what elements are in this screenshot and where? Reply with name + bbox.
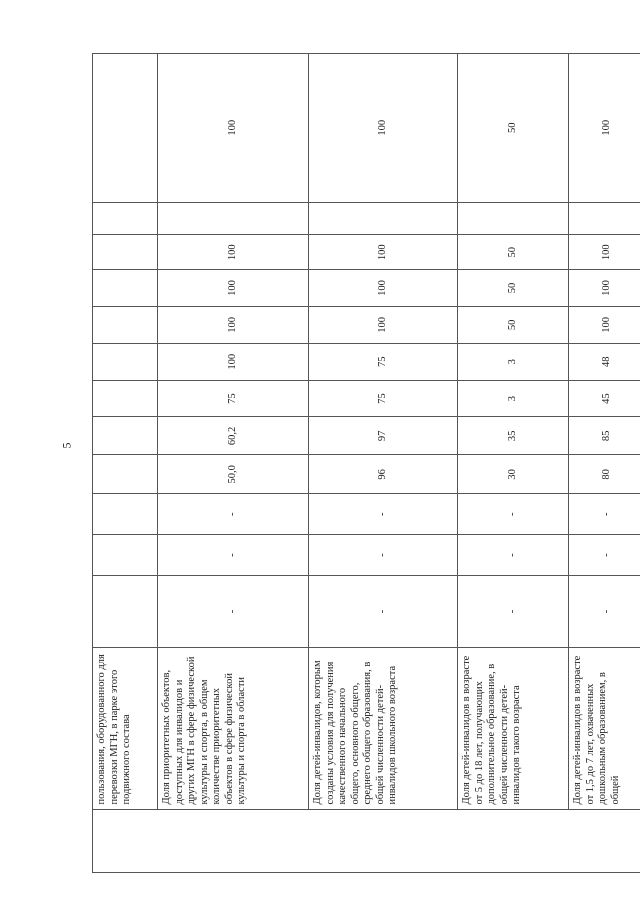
value-cell	[569, 202, 640, 235]
value-cell	[93, 455, 158, 494]
value-cell	[93, 417, 158, 455]
value-cell: 100	[569, 235, 640, 270]
value-cell	[93, 494, 158, 535]
value-cell: -	[569, 576, 640, 648]
value-cell: 60,2	[158, 417, 309, 455]
table-row	[309, 54, 458, 873]
value-cell: 100	[569, 306, 640, 343]
value-cell	[93, 535, 158, 576]
value-cell: 35	[458, 417, 569, 455]
value-cell: 85	[569, 417, 640, 455]
value-cell: 100	[158, 270, 309, 307]
table-row	[569, 54, 640, 873]
value-cell: 100	[309, 54, 458, 203]
value-cell	[93, 54, 158, 203]
value-cell	[93, 306, 158, 343]
value-cell: 100	[309, 306, 458, 343]
value-cell	[309, 202, 458, 235]
value-cell: 75	[309, 343, 458, 380]
indicator-cell: Доля детей-инвалидов в возрасте от 5 до 18 лет, получающих дополнительное образование, в общей численности детей-инвалидов такого возраста	[458, 647, 569, 809]
value-cell: 75	[309, 380, 458, 417]
value-cell: 100	[569, 54, 640, 203]
value-cell: -	[158, 535, 309, 576]
value-cell: -	[309, 535, 458, 576]
indicator-cell: Доля детей-инвалидов, которым созданы условия для получения качественного начального общего, основного общего, среднего общего образования, в общей численности детей-инвалидов школьного возраста	[309, 647, 458, 809]
value-cell	[93, 380, 158, 417]
value-cell: -	[158, 494, 309, 535]
indicator-cell: Доля приоритетных объектов, доступных для инвалидов и других МГН в сфере физической культуры и спорта, в общем количестве приоритетных объектов в сфере физической культуры и спорта в области	[158, 647, 309, 809]
value-cell: 50,0	[158, 455, 309, 494]
table-row	[158, 54, 309, 873]
value-cell: 97	[309, 417, 458, 455]
value-cell: -	[309, 494, 458, 535]
number-cell	[93, 809, 640, 872]
value-cell: 100	[158, 54, 309, 203]
table-row	[458, 54, 569, 873]
indicator-cell: Доля детей-инвалидов в возрасте от 1,5 до 7 лет, охваченных дошкольным образованием, в общей	[569, 647, 640, 809]
value-cell: -	[569, 535, 640, 576]
value-cell: -	[309, 576, 458, 648]
value-cell: -	[569, 494, 640, 535]
value-cell: -	[158, 576, 309, 648]
value-cell	[458, 202, 569, 235]
value-cell: 100	[569, 270, 640, 307]
value-cell: 75	[158, 380, 309, 417]
value-cell: 3	[458, 343, 569, 380]
indicator-cell: пользования, оборудованного для перевозки МГН, в парке этого подвижного состава	[93, 647, 158, 809]
value-cell	[93, 235, 158, 270]
value-cell	[93, 343, 158, 380]
value-cell: 96	[309, 455, 458, 494]
value-cell	[93, 270, 158, 307]
value-cell: 100	[158, 235, 309, 270]
value-cell: 30	[458, 455, 569, 494]
value-cell: 50	[458, 270, 569, 307]
value-cell: 48	[569, 343, 640, 380]
value-cell	[93, 576, 158, 648]
value-cell: 3	[458, 380, 569, 417]
value-cell: -	[458, 494, 569, 535]
value-cell: -	[458, 576, 569, 648]
value-cell	[158, 202, 309, 235]
rotated-table-wrapper	[92, 53, 621, 873]
value-cell: 50	[458, 235, 569, 270]
page-number: 5	[59, 442, 74, 449]
value-cell: 100	[158, 343, 309, 380]
value-cell: 50	[458, 54, 569, 203]
value-cell: -	[458, 535, 569, 576]
value-cell: 80	[569, 455, 640, 494]
table-row	[93, 54, 158, 873]
value-cell: 100	[309, 270, 458, 307]
value-cell: 100	[309, 235, 458, 270]
value-cell: 100	[158, 306, 309, 343]
indicators-table	[92, 53, 640, 873]
value-cell: 45	[569, 380, 640, 417]
value-cell	[93, 202, 158, 235]
value-cell: 50	[458, 306, 569, 343]
